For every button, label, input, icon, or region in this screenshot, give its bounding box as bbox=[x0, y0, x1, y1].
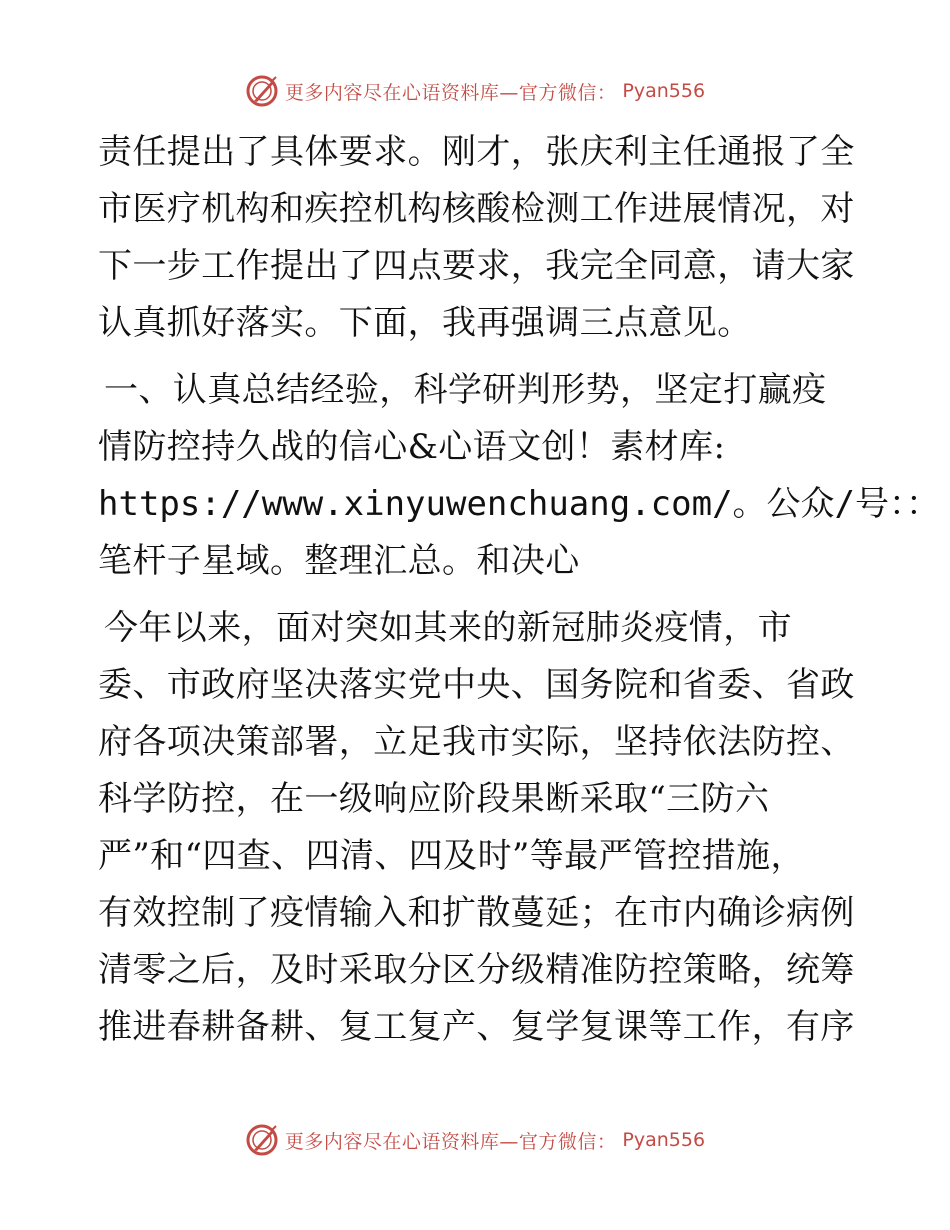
text-line: 严”和“四查、四清、四及时”等最严管控措施， bbox=[98, 836, 805, 876]
header-wechat-account: Pyan556 bbox=[622, 80, 706, 102]
text-line: 科学防控，在一级响应阶段果断采取“三防六 bbox=[98, 779, 770, 819]
header-watermark-banner bbox=[0, 71, 950, 111]
text-line: 下一步工作提出了四点要求，我完全同意，请大家 bbox=[98, 246, 855, 286]
paragraph-2 bbox=[98, 600, 858, 1056]
text-line: 今年以来，面对突如其来的新冠肺炎疫情，市 bbox=[104, 608, 792, 648]
footer-wechat-account: Pyan556 bbox=[622, 1129, 706, 1151]
header-slogan: 更多内容尽在心语资料库—官方微信： bbox=[284, 81, 617, 104]
quill-logo-icon bbox=[245, 1123, 279, 1157]
document-body bbox=[98, 124, 941, 1056]
footer-slogan: 更多内容尽在心语资料库—官方微信： bbox=[284, 1130, 617, 1153]
section-heading-1 bbox=[98, 362, 941, 590]
text-line: 清零之后，及时采取分区分级精准防控策略，统筹 bbox=[98, 950, 855, 990]
text-line: 委、市政府坚决落实党中央、国务院和省委、省政 bbox=[98, 665, 855, 705]
text-line: 责任提出了具体要求。刚才，张庆利主任通报了全 bbox=[98, 132, 855, 172]
footer-watermark-banner bbox=[0, 1120, 950, 1160]
text-line: 有效控制了疫情输入和扩散蔓延；在市内确诊病例 bbox=[98, 893, 855, 933]
text-line-url: https://www.xinyuwenchuang.com/。公众/号：： bbox=[98, 484, 941, 524]
text-line: 一、认真总结经验，科学研判形势，坚定打赢疫 bbox=[104, 370, 827, 410]
paragraph-1 bbox=[98, 124, 858, 352]
text-line: 笔杆子星域。整理汇总。和决心 bbox=[98, 541, 580, 581]
text-line: 市医疗机构和疾控机构核酸检测工作进展情况，对 bbox=[98, 189, 855, 229]
text-line: 认真抓好落实。下面，我再强调三点意见。 bbox=[98, 303, 752, 343]
quill-logo-icon bbox=[245, 74, 279, 108]
text-line: 府各项决策部署，立足我市实际，坚持依法防控、 bbox=[98, 722, 855, 762]
text-line: 情防控持久战的信心&心语文创！素材库: bbox=[98, 427, 726, 467]
text-line: 推进春耕备耕、复工复产、复学复课等工作，有序 bbox=[98, 1007, 855, 1047]
